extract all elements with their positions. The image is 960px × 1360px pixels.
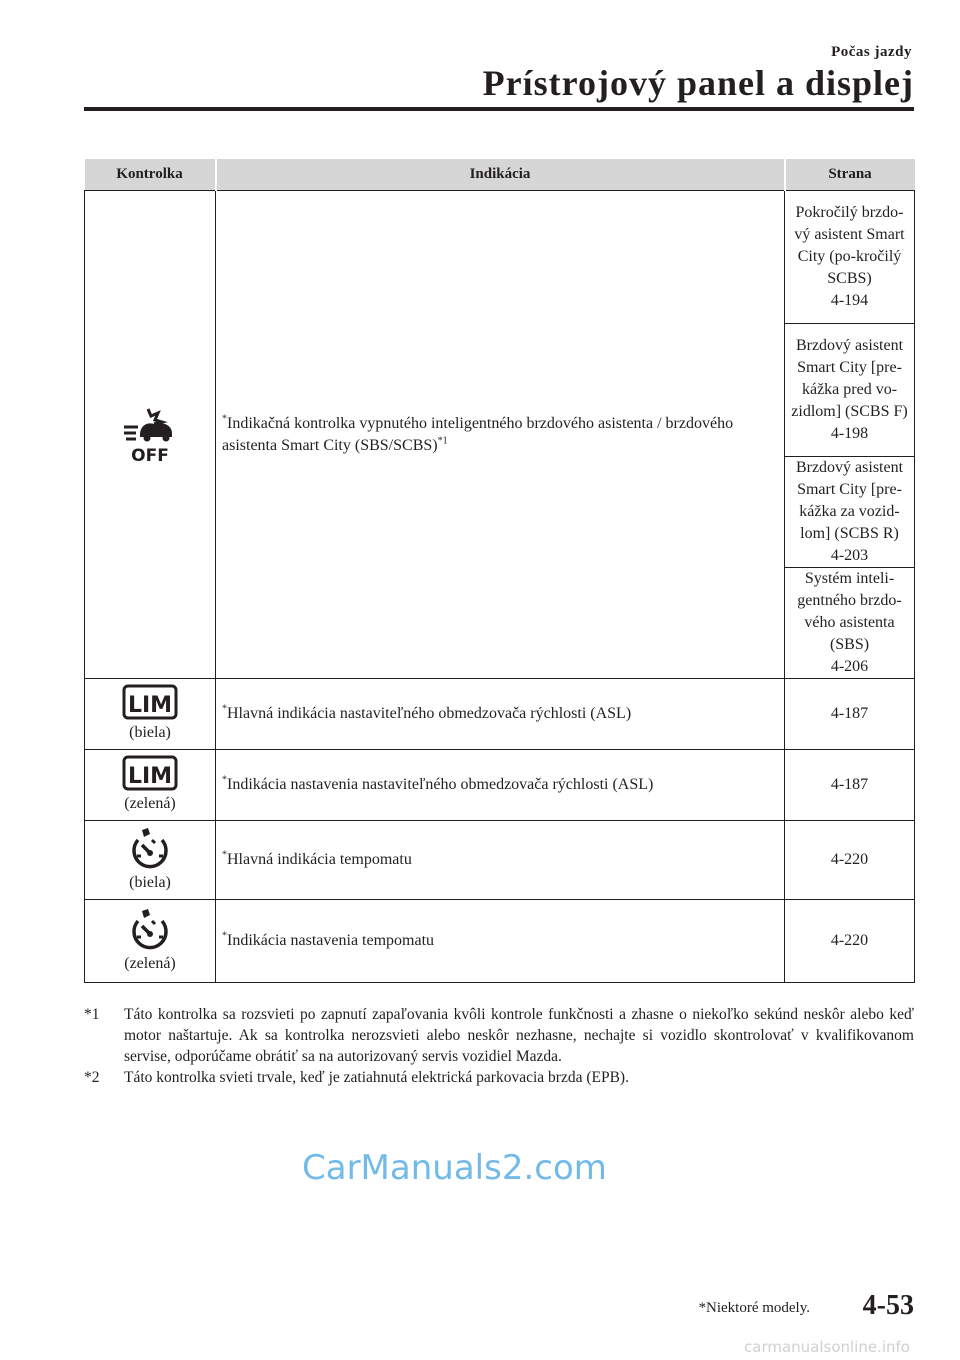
page-number: 4-220 xyxy=(785,900,915,983)
page-ref-cell xyxy=(785,191,915,324)
footnote-ref-1: *1 xyxy=(437,435,448,447)
icon-color-label: (biela) xyxy=(129,724,171,741)
page-ref-name: Brzdový asistent Smart City [pre-kážka za vozid-lom] (SCBS R) xyxy=(795,459,904,542)
table-row xyxy=(85,750,915,821)
footnote-text: Táto kontrolka sa rozsvieti po zapnutí zapaľovania kvôli kontrole funkčnosti a zhasne o niekoľko sekúnd neskôr alebo keď motor naštartuje. Ak sa kontrolka nerozsvieti alebo neskôr nezhasne, nechajte si vozidlo skontrolovať v kvalifikovanom servise, odporúčame obrátiť sa na autorizovaný servis vozidiel Mazda. xyxy=(124,1006,914,1065)
page-ref-number: 4-198 xyxy=(830,425,869,442)
page-ref-name: Brzdový asistent Smart City [pre-kážka pred vo-zidlom] (SCBS F) xyxy=(791,337,908,420)
footnote-mark: *1 xyxy=(84,1006,100,1023)
page-number: 4-220 xyxy=(785,821,915,900)
icon-color-label: (zelená) xyxy=(124,955,176,972)
page-ref-name: Pokročilý brzdo-vý asistent Smart City (po-kročilý SCBS) xyxy=(794,204,905,287)
page-ref-cell xyxy=(785,457,915,568)
asterisk-mark: * xyxy=(222,849,227,861)
description-cell xyxy=(216,679,785,750)
page-ref-cell xyxy=(785,324,915,457)
lim-icon-cell xyxy=(85,679,216,750)
column-header-strana: Strana xyxy=(785,159,915,191)
footnote xyxy=(84,1004,914,1067)
indicator-table xyxy=(84,159,915,983)
sbs-description-cell xyxy=(216,191,785,679)
asterisk-mark: * xyxy=(222,930,227,942)
page-number: 4-187 xyxy=(785,750,915,821)
page-ref-number: 4-194 xyxy=(830,292,869,309)
asterisk-mark: * xyxy=(222,774,227,786)
table-row xyxy=(85,191,915,324)
sbs-icon-cell xyxy=(85,191,216,679)
cruise-icon-cell xyxy=(85,900,216,983)
column-header-indikacia: Indikácia xyxy=(216,159,785,191)
description-text: Hlavná indikácia tempomatu xyxy=(227,851,412,868)
icon-color-label: (biela) xyxy=(129,874,171,891)
footnote xyxy=(84,1067,914,1088)
description-cell xyxy=(216,900,785,983)
page-ref-number: 4-206 xyxy=(830,658,869,675)
page-ref-name: Systém inteli-gentného brzdo-vého asistenta (SBS) xyxy=(797,570,902,653)
bottom-watermark: carmanualsonline.info xyxy=(744,1338,910,1356)
sbs-description: Indikačná kontrolka vypnutého inteligentného brzdového asistenta / brzdového asistenta Smart City (SBS/SCBS) xyxy=(222,414,734,454)
lim-icon-cell xyxy=(85,750,216,821)
header-divider xyxy=(84,107,914,111)
table-row xyxy=(85,679,915,750)
description-text: Indikácia nastavenia nastaviteľného obmedzovača rýchlosti (ASL) xyxy=(227,776,654,793)
footnote-text: Táto kontrolka svieti trvale, keď je zatiahnutá elektrická parkovacia brzda (EPB). xyxy=(124,1069,629,1086)
cruise-control-icon xyxy=(128,826,172,870)
page-number: 4-187 xyxy=(785,679,915,750)
asterisk-mark: * xyxy=(222,703,227,715)
cruise-control-icon xyxy=(128,907,172,951)
cruise-icon-cell xyxy=(85,821,216,900)
lim-text: LIM xyxy=(127,693,173,718)
page-ref-cell xyxy=(785,568,915,679)
sbs-off-icon xyxy=(118,407,182,463)
description-cell xyxy=(216,821,785,900)
footnote-mark: *2 xyxy=(84,1069,100,1086)
description-cell xyxy=(216,750,785,821)
sbs-off-text: OFF xyxy=(131,445,169,463)
description-text: Hlavná indikácia nastaviteľného obmedzovača rýchlosti (ASL) xyxy=(227,705,632,722)
section-title: Počas jazdy xyxy=(831,44,912,60)
icon-color-label: (zelená) xyxy=(124,795,176,812)
page-number-footer: 4-53 xyxy=(862,1290,914,1321)
lim-icon xyxy=(122,755,178,791)
watermark: CarManuals2.com xyxy=(302,1148,607,1188)
table-header-row xyxy=(85,159,915,191)
table-row xyxy=(85,821,915,900)
lim-icon xyxy=(122,684,178,720)
lim-text: LIM xyxy=(127,764,173,789)
asterisk-mark: * xyxy=(222,413,227,425)
page-ref-number: 4-203 xyxy=(830,547,869,564)
footer-note: *Niektoré modely. xyxy=(698,1300,810,1316)
table-row xyxy=(85,900,915,983)
footnotes xyxy=(84,1004,914,1088)
page-title: Prístrojový panel a displej xyxy=(482,63,914,103)
description-text: Indikácia nastavenia tempomatu xyxy=(227,932,435,949)
column-header-kontrolka: Kontrolka xyxy=(85,159,216,191)
